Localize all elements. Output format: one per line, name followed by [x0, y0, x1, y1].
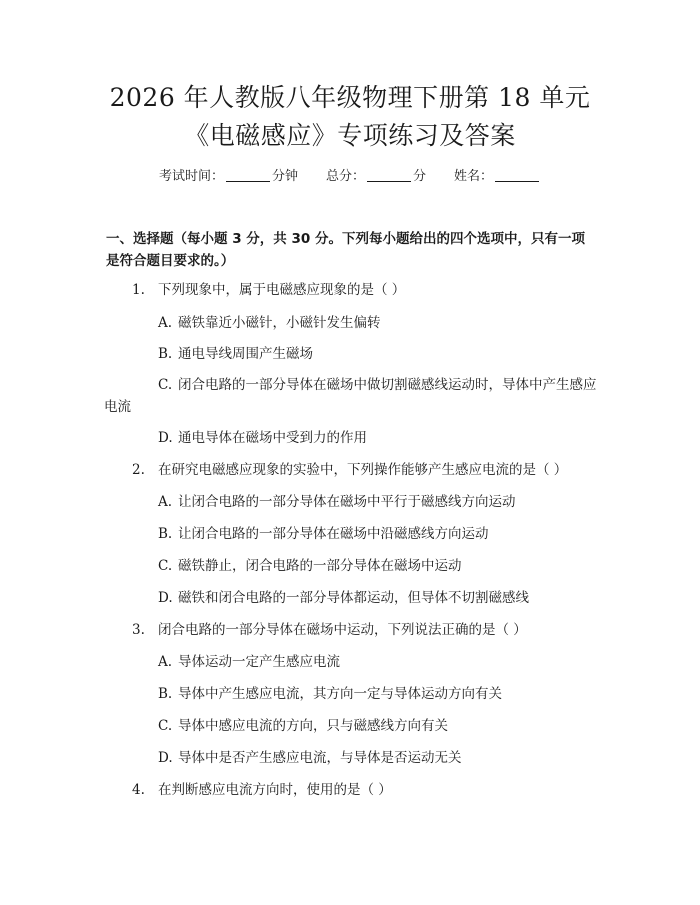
option-text: 让闭合电路的一部分导体在磁场中平行于磁感线方向运动: [178, 494, 516, 510]
document-title-line-2: 《电磁感应》专项练习及答案: [184, 121, 516, 150]
question-1-option-a: [158, 312, 598, 334]
option-letter: C.: [158, 558, 173, 574]
exam-time-label: 考试时间：: [158, 169, 224, 184]
question-text: 在研究电磁感应现象的实验中，下列操作能够产生感应电流的是（ ）: [158, 462, 568, 478]
option-text: 导体中产生感应电流，其方向一定与导体运动方向有关: [178, 686, 502, 702]
option-letter: C.: [158, 718, 173, 734]
option-letter: B.: [158, 526, 173, 542]
total-score-blank[interactable]: [367, 167, 411, 182]
exam-time-blank[interactable]: [226, 167, 270, 182]
exam-time-unit: 分钟: [271, 169, 298, 184]
option-letter: C.: [158, 377, 173, 393]
section-heading-choice: 一、选择题（每小题 3 分，共 30 分。下列每小题给出的四个选项中，只有一项是符合题目要求的。）: [106, 231, 585, 269]
student-name-label: 姓名：: [454, 169, 494, 184]
student-name-blank[interactable]: [495, 167, 539, 182]
option-text: 让闭合电路的一部分导体在磁场中沿磁感线方向运动: [178, 526, 489, 542]
question-1-option-d: [158, 427, 598, 449]
option-letter: A.: [158, 654, 173, 670]
question-1-option-c: [104, 374, 598, 418]
option-text: 导体中是否产生感应电流，与导体是否运动无关: [178, 750, 462, 766]
exam-time-field: [159, 169, 298, 184]
option-text: 导体中感应电流的方向，只与磁感线方向有关: [178, 718, 448, 734]
question-3-option-b: [158, 683, 598, 705]
question-4-stem: [132, 779, 612, 801]
question-number: 4.: [132, 782, 145, 798]
option-text: 通电导线周围产生磁场: [178, 346, 313, 362]
option-text: 闭合电路的一部分导体在磁场中做切割磁感线运动时，导体中产生感应电流: [104, 377, 597, 415]
option-letter: D.: [158, 430, 173, 446]
option-letter: B.: [158, 686, 173, 702]
option-letter: A.: [158, 494, 173, 510]
question-2-option-b: [158, 523, 598, 545]
question-1-stem: [132, 279, 612, 301]
option-text: 导体运动一定产生感应电流: [178, 654, 340, 670]
question-3-option-c: [158, 715, 598, 737]
option-text: 磁铁静止，闭合电路的一部分导体在磁场中运动: [178, 558, 462, 574]
document-title-line-1: 2026 年人教版八年级物理下册第 18 单元: [109, 83, 591, 112]
question-text: 闭合电路的一部分导体在磁场中运动，下列说法正确的是（ ）: [158, 622, 527, 638]
question-number: 1.: [132, 282, 145, 298]
option-text: 磁铁靠近小磁针，小磁针发生偏转: [178, 315, 381, 331]
exam-info-row: [0, 166, 700, 188]
question-2-option-d: [158, 587, 598, 609]
question-2-option-a: [158, 491, 598, 513]
option-letter: D.: [158, 590, 173, 606]
option-letter: D.: [158, 750, 173, 766]
question-3-option-a: [158, 651, 598, 673]
option-text: 通电导体在磁场中受到力的作用: [178, 430, 367, 446]
total-score-unit: 分: [413, 169, 427, 184]
total-score-label: 总分：: [325, 169, 365, 184]
total-score-field: [326, 169, 426, 184]
question-1-option-b: [158, 343, 598, 365]
option-letter: B.: [158, 346, 173, 362]
option-letter: A.: [158, 315, 173, 331]
question-3-stem: [132, 619, 612, 641]
question-2-stem: [132, 459, 612, 481]
question-number: 3.: [132, 622, 145, 638]
student-name-field: [454, 169, 541, 184]
question-text: 在判断感应电流方向时，使用的是（ ）: [158, 782, 392, 798]
question-text: 下列现象中，属于电磁感应现象的是（ ）: [158, 282, 406, 298]
option-text: 磁铁和闭合电路的一部分导体都运动，但导体不切割磁感线: [178, 590, 529, 606]
question-number: 2.: [132, 462, 145, 478]
question-2-option-c: [158, 555, 598, 577]
question-3-option-d: [158, 747, 598, 769]
